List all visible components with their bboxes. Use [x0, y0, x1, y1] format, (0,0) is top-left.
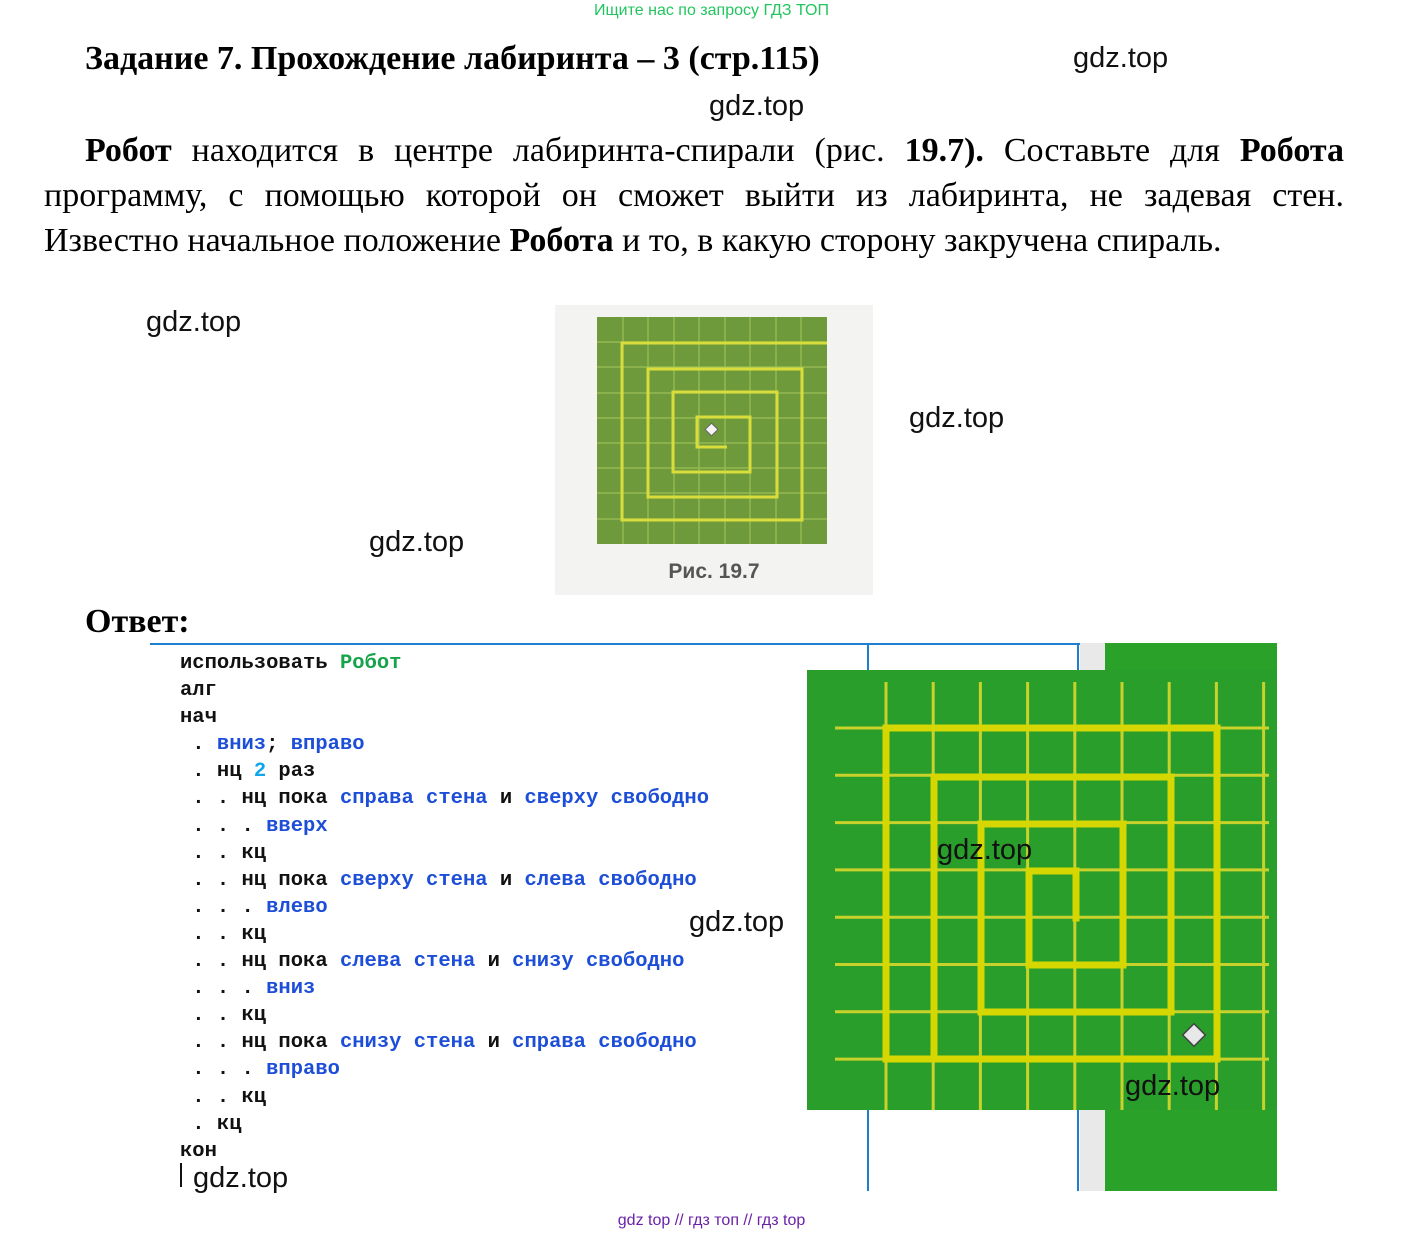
task-text-run: программу, с помощью которой он сможет выйти из лабиринта, не задевая стен. Известно начальное положение [44, 177, 1344, 259]
code-token: 2 [253, 760, 267, 784]
code-token: вниз [216, 733, 267, 757]
code-line [180, 704, 709, 731]
footer-links[interactable]: gdz top // гдз топ // гдз top [617, 1212, 806, 1229]
code-line [180, 1111, 709, 1138]
code-token: . . . [180, 895, 267, 919]
code-line [180, 650, 709, 677]
code-token: сверху свободно [524, 787, 709, 811]
task-text-run: Робота [509, 222, 614, 259]
code-token: . [180, 733, 217, 757]
robot-program-code[interactable] [180, 650, 709, 1165]
figure-maze-board [597, 317, 827, 544]
text-cursor [180, 1163, 182, 1187]
code-line [180, 758, 709, 785]
task-title: Задание 7. Прохождение лабиринта – 3 (стр.115) [85, 40, 820, 77]
code-token: . . кц [180, 841, 267, 865]
watermark: gdz.top [709, 90, 805, 122]
code-line [180, 1084, 709, 1111]
answer-label: Ответ: [85, 603, 190, 640]
code-line [180, 921, 709, 948]
code-token: . . кц [180, 1004, 267, 1028]
watermark: gdz.top [193, 1162, 289, 1194]
task-text [44, 128, 1344, 263]
code-token: алг [180, 679, 217, 703]
robot-field [807, 670, 1277, 1110]
code-line [180, 813, 709, 840]
code-token: вправо [266, 1058, 340, 1082]
code-token: нач [180, 706, 217, 730]
code-token: . . кц [180, 922, 267, 946]
robot-field-svg [807, 670, 1277, 1110]
code-line [180, 840, 709, 867]
search-hint-link[interactable]: Ищите нас по запросу ГДЗ ТОП [594, 2, 829, 19]
figure-maze-svg [597, 317, 827, 544]
code-token: . . нц пока [180, 787, 340, 811]
code-token: . . нц пока [180, 868, 340, 892]
code-line [180, 1138, 709, 1165]
watermark: gdz.top [909, 402, 1005, 434]
watermark: gdz.top [146, 306, 242, 338]
code-token: вверх [266, 814, 328, 838]
watermark: gdz.top [369, 526, 465, 558]
code-line [180, 677, 709, 704]
code-token: . . . [180, 977, 267, 1001]
code-line [180, 1056, 709, 1083]
code-token: снизу свободно [512, 950, 685, 974]
code-token: справа свободно [512, 1031, 697, 1055]
code-token: раз [266, 760, 316, 784]
code-token: слева свободно [524, 868, 697, 892]
code-token: . . нц пока [180, 1031, 340, 1055]
code-token: и [475, 1031, 513, 1055]
code-token: . . . [180, 814, 267, 838]
code-line [180, 894, 709, 921]
robot-icon [705, 423, 718, 436]
task-text-run: находится в центре лабиринта-спирали (рис. [171, 132, 905, 169]
code-token: и [475, 950, 513, 974]
code-line [180, 975, 709, 1002]
code-token: . . кц [180, 1085, 267, 1109]
code-token: ; [266, 733, 291, 757]
code-line [180, 785, 709, 812]
code-token: влево [266, 895, 328, 919]
code-token: и [487, 787, 525, 811]
code-token: вниз [266, 977, 316, 1001]
task-text-run: и то, в какую сторону закручена спираль. [613, 222, 1222, 259]
code-line [180, 867, 709, 894]
task-text-run: Робот [85, 132, 172, 169]
task-text-run: Робота [1239, 132, 1344, 169]
code-token: слева стена [339, 950, 476, 974]
code-token: . нц [180, 760, 254, 784]
code-token: Робот [339, 652, 402, 675]
code-token: кон [180, 1139, 217, 1163]
watermark: gdz.top [1125, 1070, 1221, 1102]
code-token: . . нц пока [180, 950, 340, 974]
code-token: вправо [290, 733, 365, 757]
figure-19-7 [555, 305, 873, 595]
watermark: gdz.top [1073, 42, 1169, 74]
code-token: сверху стена [339, 868, 488, 892]
code-token: и [487, 868, 525, 892]
task-text-run: 19.7). [904, 132, 984, 169]
code-line [180, 948, 709, 975]
code-line [180, 731, 709, 758]
watermark: gdz.top [937, 834, 1033, 866]
code-token: снизу стена [339, 1031, 476, 1055]
code-token: справа стена [339, 787, 488, 811]
figure-caption: Рис. 19.7 [668, 560, 760, 583]
watermark: gdz.top [689, 906, 785, 938]
code-line [180, 1029, 709, 1056]
code-token: использовать [180, 652, 340, 675]
code-token: . . . [180, 1058, 267, 1082]
task-text-run: Составьте для [983, 132, 1240, 169]
code-line [180, 1002, 709, 1029]
code-token: . кц [180, 1112, 242, 1136]
